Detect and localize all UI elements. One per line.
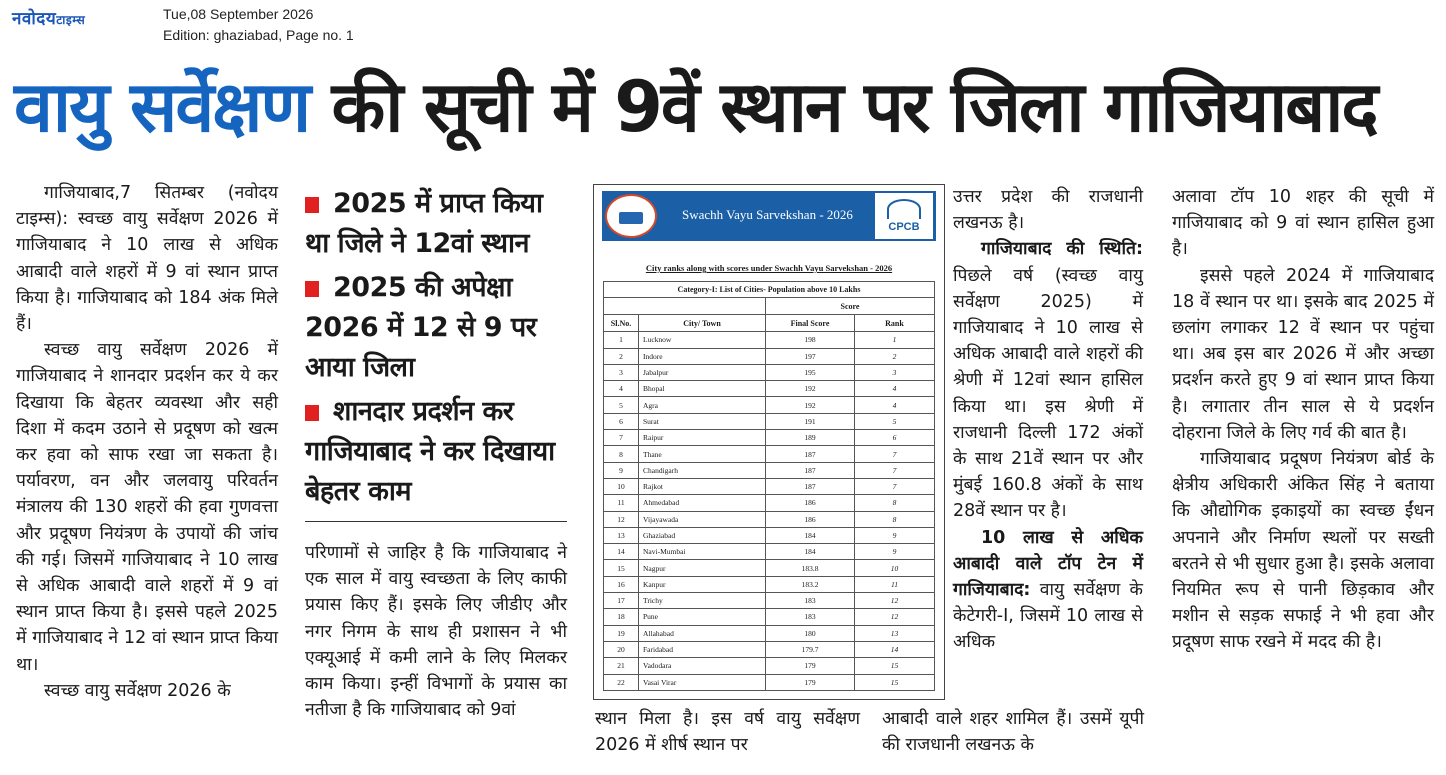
row-city: Ghaziabad (639, 527, 766, 543)
highlight-text: 2025 की अपेक्षा 2026 में 12 से 9 पर आया जिला (305, 272, 537, 383)
table-row (604, 576, 935, 592)
row-sl-no: 1 (604, 332, 639, 348)
table-row (604, 446, 935, 462)
table-row (604, 430, 935, 446)
row-sl-no: 22 (604, 674, 639, 690)
row-sl-no: 17 (604, 593, 639, 609)
highlight-text: शानदार प्रदर्शन कर गाजियाबाद ने कर दिखाया बेहतर काम (305, 396, 555, 507)
table-row (604, 560, 935, 576)
row-sl-no: 13 (604, 527, 639, 543)
table-row (604, 332, 935, 348)
paragraph (953, 525, 1143, 656)
row-sl-no: 18 (604, 609, 639, 625)
table-row (604, 658, 935, 674)
rank-table (603, 281, 935, 691)
row-sl-no: 21 (604, 658, 639, 674)
table-row (604, 641, 935, 657)
highlight-item (305, 184, 567, 264)
row-final-score: 186 (766, 511, 855, 527)
paragraph-text: पिछले वर्ष (स्वच्छ वायु सर्वेक्षण 2025) में गाजियाबाद ने 10 लाख से अधिक आबादी वाले शहरों की श्रेणी में 12वां स्थान हासिल किया था। इस श्रेणी में राजधानी दिल्ली 172 अंकों के साथ 21वें स्थान पर और मुंबई 160.8 अंकों के साथ 28वें स्थान पर है। (953, 265, 1143, 522)
ministry-emblem-icon (605, 194, 657, 238)
row-sl-no: 5 (604, 397, 639, 413)
row-final-score: 195 (766, 364, 855, 380)
row-city: Bhopal (639, 381, 766, 397)
row-city: Trichy (639, 593, 766, 609)
row-rank: 5 (855, 413, 935, 429)
row-sl-no: 3 (604, 364, 639, 380)
masthead (0, 0, 1446, 48)
row-sl-no: 11 (604, 495, 639, 511)
row-city: Pune (639, 609, 766, 625)
table-row (604, 544, 935, 560)
row-sl-no: 14 (604, 544, 639, 560)
table-header-rank: Rank (855, 315, 935, 332)
article-column-1 (16, 180, 278, 770)
row-city: Chandigarh (639, 462, 766, 478)
infographic-banner (602, 191, 936, 241)
headline-black-part: की सूची में 9वें स्थान पर जिला गाजियाबाद (331, 66, 1377, 148)
row-sl-no: 2 (604, 348, 639, 364)
ranking-infographic (593, 184, 945, 700)
row-final-score: 180 (766, 625, 855, 641)
edition-info: Edition: ghaziabad, Page no. 1 (163, 27, 354, 43)
paragraph: स्वच्छ वायु सर्वेक्षण 2026 में गाजियाबाद ने शानदार प्रदर्शन कर ये कर दिखाया कि बेहतर व्यवस्था और सही दिशा में कदम उठाने से प्रदूषण को खत्म कर हवा को साफ रखा जा सकता है। पर्यावरण, वन और जलवायु परिवर्तन मंत्रालय की 130 शहरों की हवा गुणवत्ता और प्रदूषण नियंत्रण के उपायों की जांच की गई। जिसमें गाजियाबाद ने 10 लाख से अधिक आबादी वाले शहरों में 9 वां स्थान प्राप्त किया है। इससे पहले 2025 में गाजियाबाद ने 12 वां स्थान प्राप्त किया था। (16, 340, 278, 675)
row-rank: 12 (855, 609, 935, 625)
row-sl-no: 10 (604, 478, 639, 494)
dateline (163, 4, 354, 46)
row-final-score: 192 (766, 381, 855, 397)
table-row (604, 609, 935, 625)
table-row (604, 478, 935, 494)
table-row (604, 348, 935, 364)
row-sl-no: 8 (604, 446, 639, 462)
table-header-city: City/ Town (639, 315, 766, 332)
row-city: Faridabad (639, 641, 766, 657)
row-sl-no: 16 (604, 576, 639, 592)
row-final-score: 198 (766, 332, 855, 348)
row-city: Vasai Virar (639, 674, 766, 690)
row-rank: 6 (855, 430, 935, 446)
paragraph: गाजियाबाद प्रदूषण नियंत्रण बोर्ड के क्षेत्रीय अधिकारी अंकित सिंह ने बताया कि औद्योगिक इकाइयों का स्वच्छ ईंधन अपनाने और निर्माण स्थलों पर सख्ती बरतने से भी सुधार हुआ है। इसके अलावा नियमित रूप से पानी छिड़काव और मशीन से सड़क सफाई ने भी हवा और प्रदूषण साफ रखने में मदद की है। (1172, 449, 1434, 653)
row-final-score: 183.8 (766, 560, 855, 576)
row-city: Indore (639, 348, 766, 364)
row-sl-no: 9 (604, 462, 639, 478)
row-rank: 8 (855, 511, 935, 527)
row-rank: 11 (855, 576, 935, 592)
table-header-score-group: Score (766, 298, 935, 315)
subhead: गाजियाबाद की स्थिति: (981, 239, 1143, 260)
row-city: Raipur (639, 430, 766, 446)
row-city: Allahabad (639, 625, 766, 641)
table-row (604, 511, 935, 527)
paragraph: आबादी वाले शहर शामिल हैं। उसमें यूपी की राजधानी लखनऊ के (882, 709, 1144, 756)
row-final-score: 179 (766, 674, 855, 690)
paragraph: अलावा टॉप 10 शहर की सूची में गाजियाबाद को 9 वां स्थान हासिल हुआ है। (1172, 187, 1434, 260)
highlight-item (305, 392, 567, 512)
banner-title: Swachh Vayu Sarvekshan - 2026 (682, 207, 853, 222)
table-row (604, 462, 935, 478)
divider (305, 521, 567, 522)
headline-blue-part: वायु सर्वेक्षण (14, 66, 310, 148)
row-city: Kanpur (639, 576, 766, 592)
row-final-score: 179.7 (766, 641, 855, 657)
row-rank: 13 (855, 625, 935, 641)
table-row (604, 593, 935, 609)
row-rank: 4 (855, 381, 935, 397)
table-header-final-score: Final Score (766, 315, 855, 332)
row-city: Surat (639, 413, 766, 429)
row-rank: 9 (855, 527, 935, 543)
article-bottom-a (595, 706, 860, 770)
table-caption: City ranks along with scores under Swachh Vayu Sarvekshan - 2026 (645, 263, 893, 273)
red-square-bullet-icon (305, 197, 319, 213)
row-city: Jabalpur (639, 364, 766, 380)
row-rank: 7 (855, 478, 935, 494)
row-final-score: 192 (766, 397, 855, 413)
article-column-3 (1172, 184, 1434, 770)
row-sl-no: 20 (604, 641, 639, 657)
paragraph: स्थान मिला है। इस वर्ष वायु सर्वेक्षण 2026 में शीर्ष स्थान पर (595, 709, 860, 756)
red-square-bullet-icon (305, 405, 319, 421)
paragraph (953, 236, 1143, 524)
paragraph: परिणामों से जाहिर है कि गाजियाबाद ने एक साल में वायु स्वच्छता के लिए काफी प्रयास किए हैं। इसके लिए जीडीए और नगर निगम के साथ ही प्रशासन ने भी एक्यूआई में कमी लाने के लिए मिलकर काम किया। इन्हीं विभागों के प्रयास का नतीजा है कि गाजियाबाद को 9वां (305, 543, 567, 721)
article-column-1-continued (305, 540, 567, 770)
row-city: Vijayawada (639, 511, 766, 527)
table-row (604, 397, 935, 413)
row-sl-no: 7 (604, 430, 639, 446)
row-rank: 8 (855, 495, 935, 511)
row-sl-no: 6 (604, 413, 639, 429)
row-final-score: 179 (766, 658, 855, 674)
row-city: Nagpur (639, 560, 766, 576)
row-rank: 9 (855, 544, 935, 560)
table-row (604, 527, 935, 543)
row-rank: 3 (855, 364, 935, 380)
row-rank: 10 (855, 560, 935, 576)
table-row (604, 381, 935, 397)
row-final-score: 184 (766, 527, 855, 543)
article-column-2 (953, 184, 1143, 653)
cpcb-logo-icon (875, 193, 933, 239)
row-city: Navi-Mumbai (639, 544, 766, 560)
row-rank: 1 (855, 332, 935, 348)
row-sl-no: 19 (604, 625, 639, 641)
table-category: Category-I: List of Cities- Population above 10 Lakhs (604, 282, 935, 298)
table-header-sl: Sl.No. (604, 315, 639, 332)
row-city: Rajkot (639, 478, 766, 494)
row-city: Vadodara (639, 658, 766, 674)
row-city: Agra (639, 397, 766, 413)
row-final-score: 191 (766, 413, 855, 429)
row-final-score: 197 (766, 348, 855, 364)
row-city: Thane (639, 446, 766, 462)
red-square-bullet-icon (305, 281, 319, 297)
waves-icon (887, 199, 921, 219)
row-sl-no: 12 (604, 511, 639, 527)
article-bottom-b (882, 706, 1144, 770)
row-final-score: 183.2 (766, 576, 855, 592)
row-final-score: 187 (766, 478, 855, 494)
row-final-score: 183 (766, 609, 855, 625)
table-row (604, 364, 935, 380)
row-rank: 15 (855, 658, 935, 674)
row-city: Ahmedabad (639, 495, 766, 511)
row-sl-no: 4 (604, 381, 639, 397)
row-rank: 12 (855, 593, 935, 609)
table-row (604, 674, 935, 690)
row-rank: 15 (855, 674, 935, 690)
paragraph: गाजियाबाद,7 सितम्बर (नवोदय टाइम्स): स्वच्छ वायु सर्वेक्षण 2026 में गाजियाबाद ने 10 लाख से अधिक आबादी वाले शहरों में 9 वां स्थान प्राप्त किया है। गाजियाबाद को 184 अंक मिले हैं। (16, 183, 278, 335)
row-rank: 2 (855, 348, 935, 364)
table-row (604, 625, 935, 641)
row-city: Lucknow (639, 332, 766, 348)
table-row (604, 413, 935, 429)
row-final-score: 186 (766, 495, 855, 511)
table-header-blank (604, 298, 766, 315)
row-final-score: 187 (766, 446, 855, 462)
cpcb-label: CPCB (888, 221, 920, 233)
newspaper-logo[interactable] (12, 6, 85, 29)
article-headline (14, 54, 1439, 160)
row-rank: 14 (855, 641, 935, 657)
paragraph: स्वच्छ वायु सर्वेक्षण 2026 के (44, 680, 231, 701)
paragraph: उत्तर प्रदेश की राजधानी लखनऊ है। (953, 187, 1143, 234)
table-row (604, 495, 935, 511)
row-final-score: 184 (766, 544, 855, 560)
logo-main-text: नवोदय (12, 9, 57, 29)
row-final-score: 187 (766, 462, 855, 478)
row-rank: 4 (855, 397, 935, 413)
row-rank: 7 (855, 446, 935, 462)
highlights-box (305, 184, 567, 520)
paragraph: इससे पहले 2024 में गाजियाबाद 18 वें स्थान पर था। इसके बाद 2025 में छलांग लगाकर 12 वें स्थान पर पहुंचा था। अब इस बार 2026 में और अच्छा प्रदर्शन करते हुए 9 वां स्थान प्राप्त किया है। लगातार तीन साल से ये प्रदर्शन दोहराना जिले के लिए गर्व की बात है। (1172, 265, 1434, 443)
row-final-score: 189 (766, 430, 855, 446)
row-rank: 7 (855, 462, 935, 478)
row-sl-no: 15 (604, 560, 639, 576)
paragraph-text: वायु सर्वेक्षण के केटेगरी-I, जिसमें 10 लाख से अधिक (953, 580, 1143, 653)
row-final-score: 183 (766, 593, 855, 609)
logo-sub-text: टाइम्स (56, 13, 86, 27)
highlight-item (305, 268, 567, 388)
issue-date: Tue,08 September 2026 (163, 6, 314, 22)
subhead: 10 लाख से अधिक आबादी वाले टॉप टेन में गाजियाबाद: (953, 527, 1143, 601)
highlight-text: 2025 में प्राप्त किया था जिले ने 12वां स्थान (305, 188, 543, 259)
